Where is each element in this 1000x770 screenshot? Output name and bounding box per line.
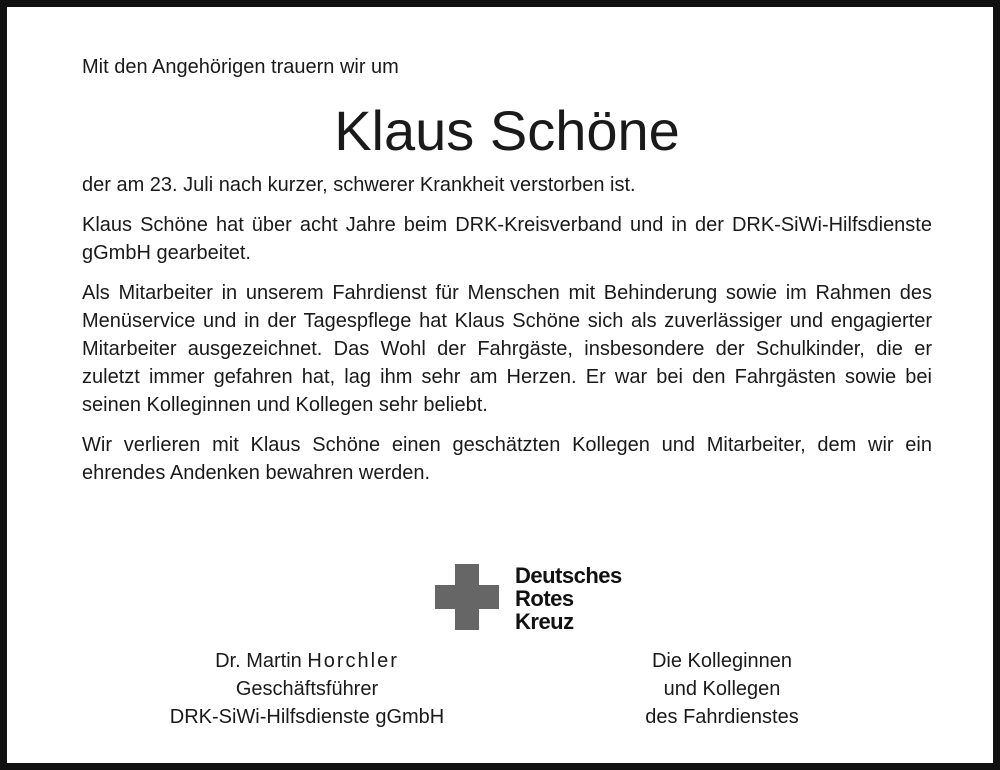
signatory-name bbox=[137, 647, 477, 675]
colleagues-line-2: und Kollegen bbox=[663, 678, 781, 700]
signatory-name-prefix: Dr. Martin bbox=[215, 650, 302, 672]
signature-colleagues bbox=[597, 647, 847, 731]
tribute-paragraph: Als Mitarbeiter in unserem Fahrdienst für Menschen mit Behinderung sowie im Rahmen des Menüservice und in der Tagespflege hat Klaus Schöne sich als zuverlässiger und engagierter Mitarbeiter ausgezeichnet. Das Wohl der Fahrgäste, insbesondere der Schulkinder, die er zuletzt immer gefahren hat, lag ihm sehr am Herzen. Er war bei den Fahrgästen sowie bei seinen Kolleginnen und Kollegen sehr beliebt. bbox=[82, 282, 932, 416]
colleagues-line-3: des Fahrdienstes bbox=[645, 706, 799, 728]
logo-line-3: Kreuz bbox=[515, 609, 574, 634]
employment-paragraph: Klaus Schöne hat über acht Jahre beim DRK-Kreisverband und in der DRK-SiWi-Hilfsdienste gGmbH gearbeitet. bbox=[82, 214, 932, 264]
logo-line-1: Deutsches bbox=[515, 563, 622, 588]
notice-body bbox=[82, 53, 932, 487]
logo-wordmark bbox=[515, 564, 622, 633]
colleagues-line-1: Die Kolleginnen bbox=[651, 650, 793, 672]
deceased-name: Klaus Schöne bbox=[334, 99, 680, 162]
signatory-surname: Horchler bbox=[307, 650, 399, 672]
red-cross-icon bbox=[435, 564, 499, 630]
signature-managing-director bbox=[137, 647, 477, 731]
signatory-organization: DRK-SiWi-Hilfsdienste gGmbH bbox=[169, 706, 445, 728]
logo-line-2: Rotes bbox=[515, 586, 574, 611]
death-statement: der am 23. Juli nach kurzer, schwerer Krankheit verstorben ist. bbox=[82, 174, 636, 196]
signatory-role: Geschäftsführer bbox=[235, 678, 379, 700]
intro-line: Mit den Angehörigen trauern wir um bbox=[82, 56, 399, 78]
closing-paragraph: Wir verlieren mit Klaus Schöne einen geschätzten Kollegen und Mitarbeiter, dem wir ein ehrendes Andenken bewahren werden. bbox=[82, 434, 932, 484]
drk-logo bbox=[435, 564, 655, 636]
